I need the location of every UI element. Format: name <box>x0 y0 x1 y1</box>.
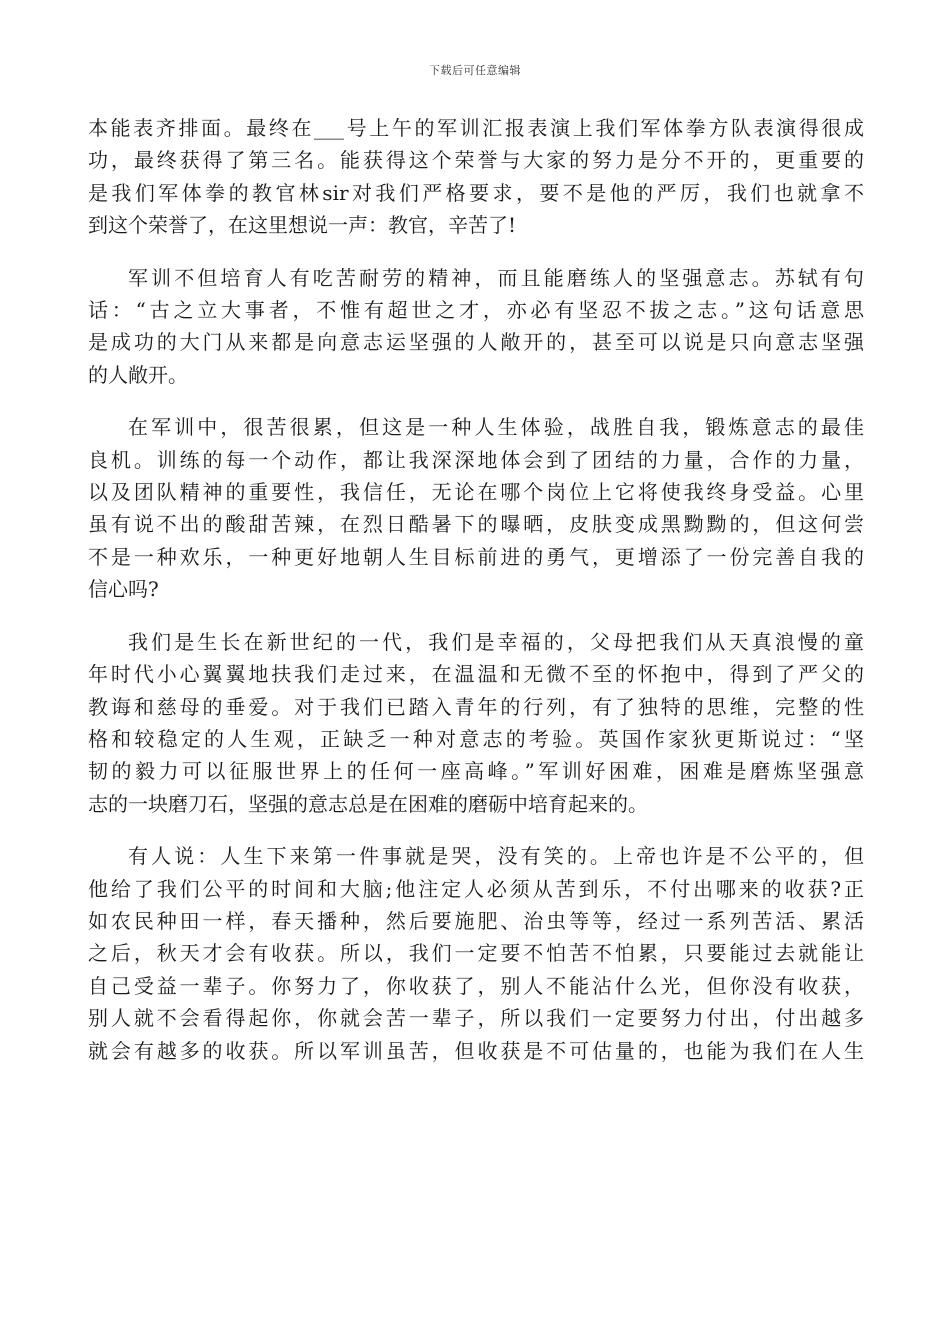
text-line: 韧的毅力可以征服世界上的任何一座高峰。”军训好困难，困难是磨炼坚强意 <box>88 759 864 784</box>
text-line: 信心吗? <box>88 577 159 602</box>
text-line: 教诲和慈母的垂爱。对于我们已踏入青年的行列，有了独特的思维，完整的性 <box>88 694 864 719</box>
text-line: 良机。训练的每一个动作，都让我深深地体会到了团结的力量，合作的力量， <box>88 447 864 472</box>
page-header: 下载后可任意编辑 <box>429 64 521 77</box>
text-line: 功，最终获得了第三名。能获得这个荣誉与大家的努力是分不开的，更重要的 <box>88 148 864 173</box>
text-line: 本能表齐排面。最终在___号上午的军训汇报表演上我们军体拳方队表演得很成 <box>88 116 864 140</box>
paragraph <box>88 626 864 820</box>
paragraph <box>88 840 864 1067</box>
text-line: 志的一块磨刀石，坚强的意志总是在困难的磨砺中培育起来的。 <box>88 791 648 816</box>
text-line: 军训不但培育人有吃苦耐劳的精神，而且能磨练人的坚强意志。苏轼有句 <box>128 265 864 290</box>
document-body <box>88 112 864 1067</box>
paragraph <box>88 411 864 605</box>
text-line: 有人说：人生下来第一件事就是哭，没有笑的。上帝也许是不公平的，但 <box>128 844 864 869</box>
text-line: 之后，秋天才会有收获。所以，我们一定要不怕苦不怕累，只要能过去就能让 <box>88 941 864 966</box>
text-line: 到这个荣誉了，在这里想说一声：教官，辛苦了! <box>88 213 517 238</box>
text-line: 格和较稳定的人生观，正缺乏一种对意志的考验。英国作家狄更斯说过：“坚 <box>88 726 864 751</box>
text-line: 虽有说不出的酸甜苦辣，在烈日酷暑下的曝晒，皮肤变成黑黝黝的，但这何尝 <box>88 512 864 537</box>
text-line: 别人就不会看得起你，你就会苦一辈子，所以我们一定要努力付出，付出越多 <box>88 1006 864 1031</box>
text-line: 年时代小心翼翼地扶我们走过来，在温温和无微不至的怀抱中，得到了严父的 <box>88 662 864 687</box>
text-line: 是我们军体拳的教官林sir对我们严格要求，要不是他的严厉，我们也就拿不 <box>88 180 864 205</box>
text-line: 以及团队精神的重要性，我信任，无论在哪个岗位上它将使我终身受益。心里 <box>88 480 864 505</box>
text-line: 自己受益一辈子。你努力了，你收获了，别人不能沾什么光，但你没有收获， <box>88 973 864 998</box>
text-line: 在军训中，很苦很累，但这是一种人生体验，战胜自我，锻炼意志的最佳 <box>128 415 864 440</box>
text-line: 我们是生长在新世纪的一代，我们是幸福的，父母把我们从天真浪慢的童 <box>128 629 864 654</box>
text-line: 不是一种欢乐，一种更好地朝人生目标前进的勇气，更增添了一份完善自我的 <box>88 544 864 569</box>
text-line: 就会有越多的收获。所以军训虽苦，但收获是不可估量的，也能为我们在人生 <box>88 1038 864 1063</box>
paragraph <box>88 112 864 242</box>
text-line: 是成功的大门从来都是向意志运坚强的人敞开的，甚至可以说是只向意志坚强 <box>88 330 864 355</box>
text-line: 他给了我们公平的时间和大脑;他注定人必须从苦到乐，不付出哪来的收获?正 <box>88 876 864 901</box>
text-line: 话：“古之立大事者，不惟有超世之才，亦必有坚忍不拔之志。”这句话意思 <box>88 298 864 323</box>
text-line: 如农民种田一样，春天播种，然后要施肥、治虫等等，经过一系列苦活、累活 <box>88 908 864 933</box>
paragraph <box>88 262 864 392</box>
text-line: 的人敞开。 <box>88 362 188 387</box>
